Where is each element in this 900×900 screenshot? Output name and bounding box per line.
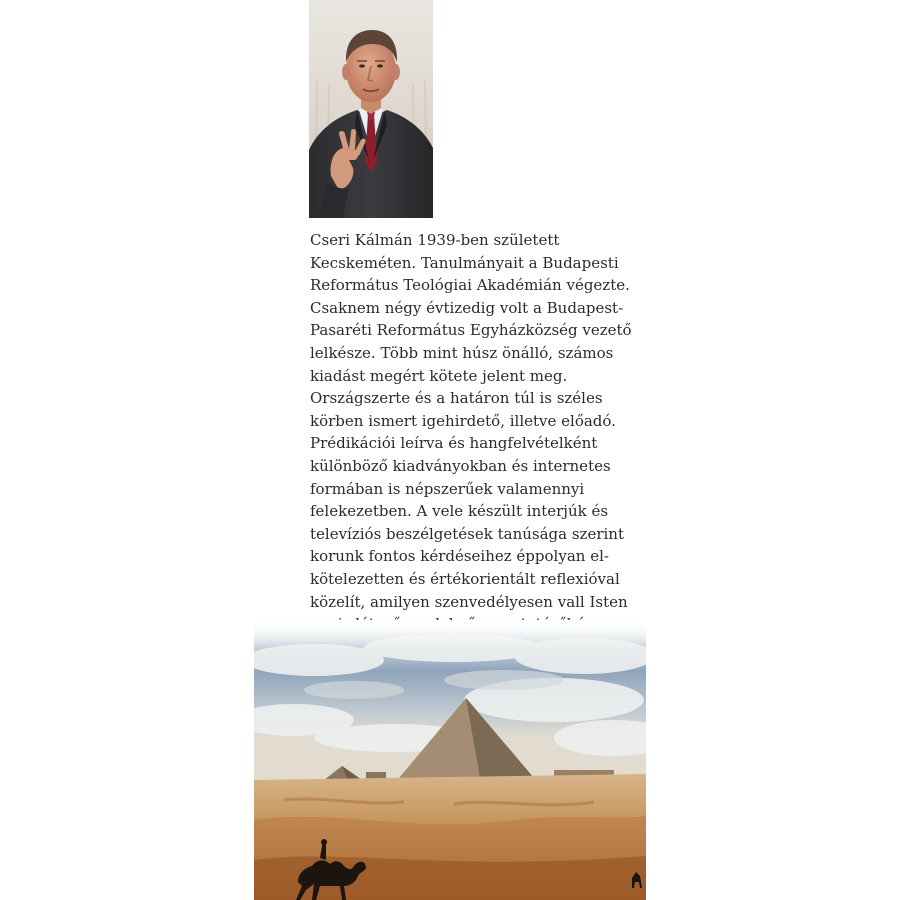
bio-line: lelkésze. Több mint húsz önálló, számos [310,343,614,362]
bio-line: korunk fontos kérdéseihez éppolyan el- [310,547,609,566]
bio-line: formában is népszerűek valamennyi [310,479,585,498]
bio-line: körben ismert igehirdető, illetve előadó. [310,411,616,430]
bio-line: Cseri Kálmán 1939-ben született [310,231,560,249]
bio-line: Országszerte és a határon túl is széles [310,389,603,408]
bio-line: televíziós beszélgetések tanúsága szerint [310,524,624,543]
desert-scene-image [254,620,646,900]
bio-line: Pasaréti Református Egyházközség vezető [310,321,632,340]
bio-line: felekezetben. A vele készült interjúk és [310,502,609,521]
pyramid-desert-photo [254,620,646,900]
bio-line: Prédikációi leírva és hangfelvételként [310,434,598,453]
bio-line: Kecskeméten. Tanulmányait a Budapesti [310,253,619,272]
bio-line: Csaknem négy évtizedig volt a Budapest- [310,298,624,317]
bio-line: Református Teológiai Akadémián végezte. [310,276,630,295]
bio-line: kötelezetten és értékorientált reflexióval [310,569,620,588]
portrait-image [309,0,433,218]
author-portrait-photo [309,0,433,218]
bio-line: különböző kiadványokban és internetes [310,456,611,475]
bio-line: kiadást megért kötete jelent meg. [310,366,568,385]
author-biography [310,229,632,658]
bio-line: közelít, amilyen szenvedélyesen vall Isten [310,592,628,611]
